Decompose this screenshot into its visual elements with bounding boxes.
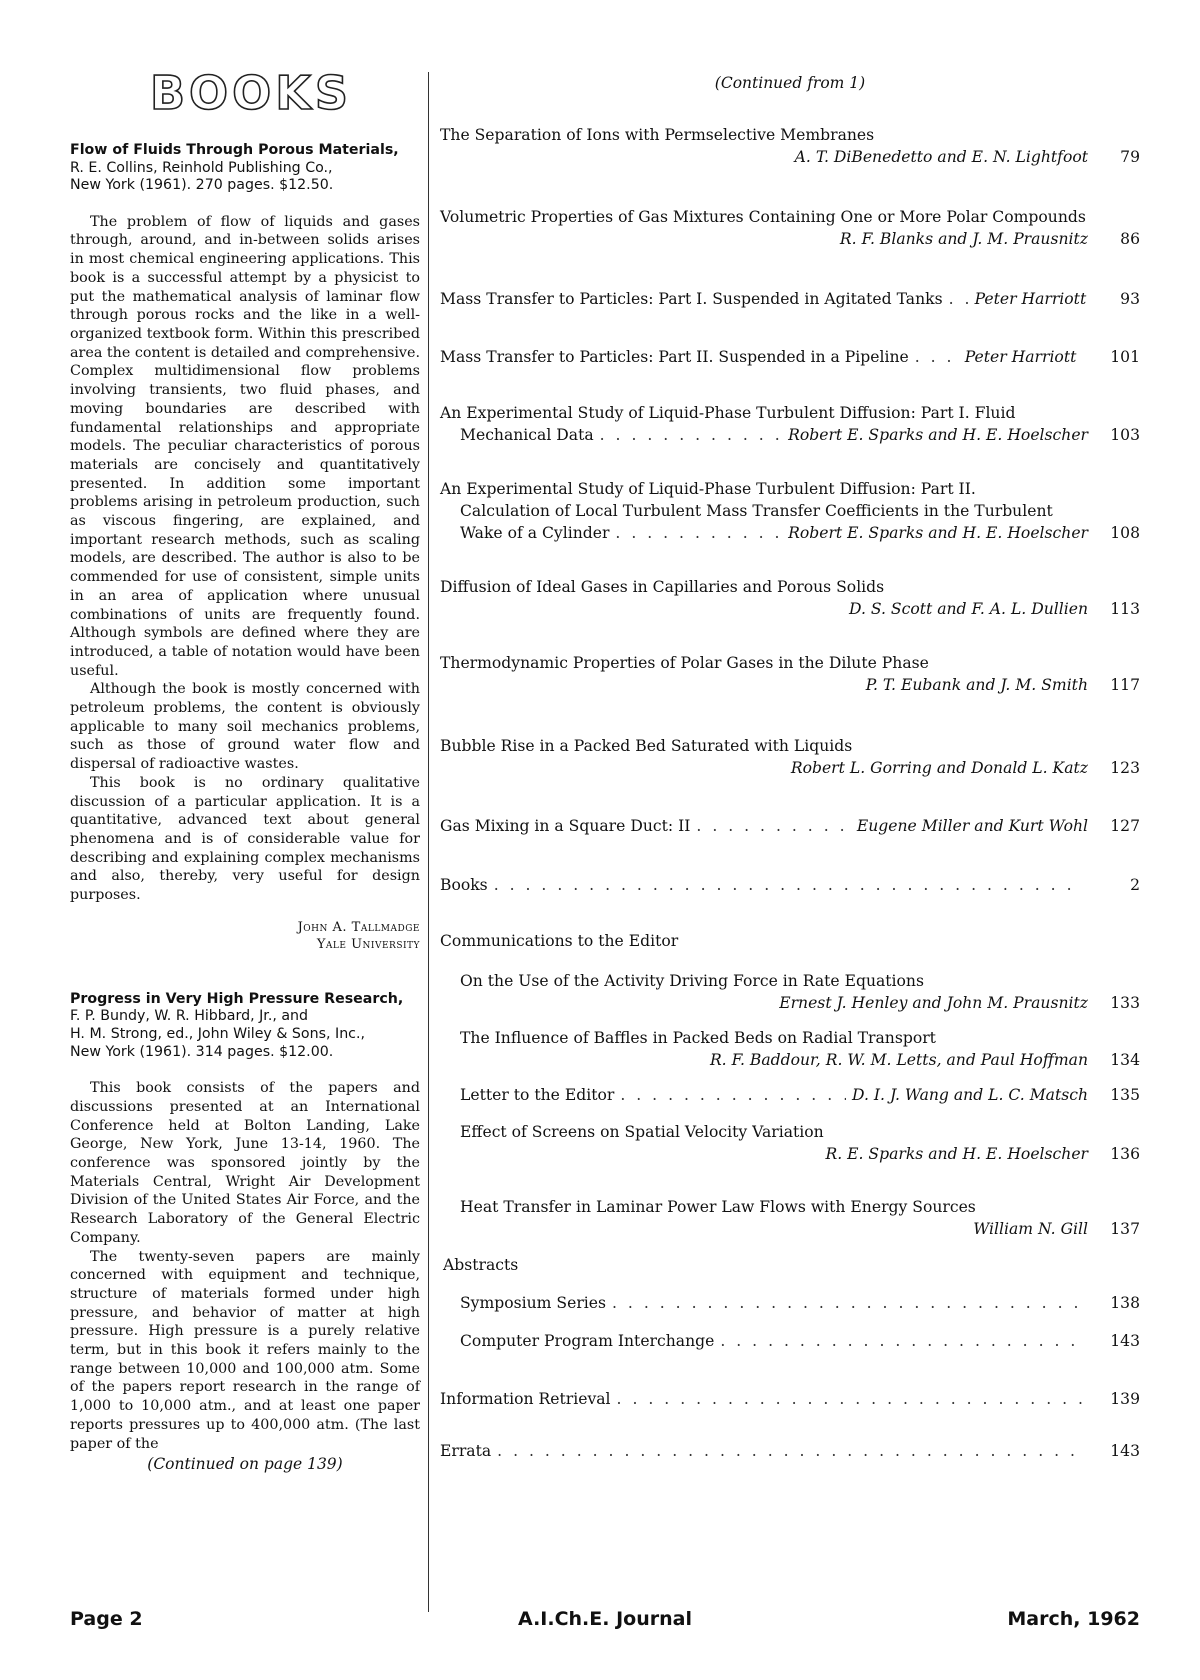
toc-page: 93 [1120, 290, 1140, 308]
toc-entry[interactable] [440, 652, 1140, 696]
toc-title: Diffusion of Ideal Gases in Capillaries and Porous Solids [440, 578, 885, 596]
toc-title: Heat Transfer in Laminar Power Law Flows with Energy Sources [460, 1198, 976, 1216]
toc-title-cont: Mechanical Data [460, 426, 594, 444]
toc-page: 143 [1110, 1332, 1140, 1350]
toc-title: Volumetric Properties of Gas Mixtures Containing One or More Polar Compounds [440, 208, 1086, 226]
leader-dots [497, 1440, 1082, 1462]
leader-dots [612, 1292, 1082, 1314]
toc-title: Computer Program Interchange [460, 1332, 715, 1350]
toc-authors: Peter Harriott [964, 348, 1077, 366]
toc-authors: P. T. Eubank and J. M. Smith 117 [865, 676, 1140, 694]
toc-row [440, 815, 1140, 837]
citation-line: H. M. Strong, ed., John Wiley & Sons, Inc., [70, 1025, 365, 1042]
toc-entry[interactable] [460, 1027, 1140, 1071]
leader-dots [615, 522, 782, 544]
citation-line: F. P. Bundy, W. R. Hibbard, Jr., and [70, 1008, 309, 1025]
toc-page: 2 [1130, 876, 1140, 894]
toc-entry[interactable] [440, 735, 1140, 779]
leader-dots [915, 346, 959, 368]
column-divider [428, 72, 429, 1612]
book-citation [70, 991, 420, 1061]
page-number: Page 2 [70, 1608, 143, 1630]
toc-page: 108 [1110, 524, 1140, 542]
toc-title: An Experimental Study of Liquid-Phase Turbulent Diffusion: Part II. [440, 480, 976, 498]
toc-title: Thermodynamic Properties of Polar Gases in the Dilute Phase [440, 654, 929, 672]
citation-line: R. E. Collins, Reinhold Publishing Co., [70, 159, 333, 176]
toc-row [440, 288, 1140, 310]
toc-entry[interactable] [440, 124, 1140, 168]
toc-page: 135 [1110, 1086, 1140, 1104]
toc-authors: Eugene Miller and Kurt Wohl [856, 817, 1088, 835]
book-title: Flow of Fluids Through Porous Materials, [70, 142, 399, 158]
reviewer-signature [70, 919, 420, 953]
toc-title-cont: Calculation of Local Turbulent Mass Transfer Coefficients in the Turbulent [460, 502, 1053, 520]
books-header [150, 66, 420, 128]
toc-title: Letter to the Editor [460, 1086, 615, 1104]
continued-from-note: (Continued from 1) [714, 74, 866, 92]
toc-entry[interactable] [440, 815, 1140, 837]
leader-dots [696, 815, 850, 837]
toc-page: 79 [1120, 148, 1140, 166]
toc-entry[interactable] [440, 206, 1140, 250]
toc-title: Mass Transfer to Particles: Part II. Suspended in a Pipeline [440, 348, 909, 366]
toc-authors: Ernest J. Henley and John M. Prausnitz 133 [779, 994, 1140, 1012]
book-citation [70, 142, 420, 195]
toc-row [440, 874, 1140, 896]
toc-title: The Influence of Baffles in Packed Beds on Radial Transport [460, 1029, 936, 1047]
toc-row [440, 424, 1140, 446]
toc-title: An Experimental Study of Liquid-Phase Turbulent Diffusion: Part I. Fluid [440, 404, 1016, 422]
leader-dots [720, 1330, 1082, 1352]
toc-authors: D. I. J. Wang and L. C. Matsch [852, 1086, 1088, 1104]
toc-title: Effect of Screens on Spatial Velocity Variation [460, 1123, 824, 1141]
toc-title: Bubble Rise in a Packed Bed Saturated with Liquids [440, 737, 853, 755]
toc-page: 103 [1110, 426, 1140, 444]
toc-page: 101 [1110, 348, 1140, 366]
citation-line: New York (1961). 270 pages. $12.50. [70, 177, 334, 194]
communications-heading: Communications to the Editor [440, 932, 679, 950]
reviewer-affiliation: Yale University [316, 936, 420, 952]
review-body [70, 1079, 420, 1453]
toc-title: Books [440, 876, 488, 894]
toc-authors: A. T. DiBenedetto and E. N. Lightfoot 79 [794, 148, 1140, 166]
toc-authors: Peter Harriott [974, 290, 1087, 308]
journal-name: A.I.Ch.E. Journal [518, 1608, 692, 1630]
leader-dots [600, 424, 782, 446]
toc-entry[interactable] [460, 1121, 1140, 1165]
toc-row [440, 1388, 1140, 1410]
toc-authors: R. F. Baddour, R. W. M. Letts, and Paul Hoffman 134 [709, 1051, 1140, 1069]
leader-dots [494, 874, 1082, 896]
toc-title: Gas Mixing in a Square Duct: II [440, 817, 691, 835]
toc-authors: William N. Gill 137 [973, 1220, 1140, 1238]
toc-page: 133 [1110, 994, 1140, 1012]
toc-title: The Separation of Ions with Permselective Membranes [440, 126, 875, 144]
toc-page: 134 [1110, 1051, 1140, 1069]
toc-page: 139 [1110, 1390, 1140, 1408]
section-title: BOOKS [150, 66, 353, 120]
reviewer-name: John A. Tallmadge [297, 919, 420, 935]
toc-authors: Robert E. Sparks and H. E. Hoelscher [788, 426, 1088, 444]
citation-line: New York (1961). 314 pages. $12.00. [70, 1043, 334, 1060]
toc-entry[interactable] [460, 1292, 1140, 1314]
book-review-1 [70, 142, 420, 953]
review-paragraph: This book is no ordinary qualitative discussion of a particular application. It is a quantitative, advanced text about general phenomena and is of considerable value for describing and explaining complex mechanisms and also, thereby, very useful for design purposes. [70, 774, 420, 904]
books-column [70, 66, 420, 1474]
toc-row [460, 1292, 1140, 1314]
toc-entry[interactable] [440, 346, 1140, 368]
review-paragraph: The twenty-seven papers are mainly concerned with equipment and technique, structure of materials formed under high pressure, and behavior of matter at high pressure. High pressure is a purely relative term, but in this book it refers mainly to the range between 10,000 and 100,000 atm. Some of the papers report research in the range of 1,000 to 10,000 atm., and at least one paper reports pressures up to 400,000 atm. (The last paper of the [70, 1248, 420, 1452]
leader-dots [617, 1388, 1082, 1410]
toc-row [440, 1440, 1140, 1462]
review-body [70, 213, 420, 905]
toc-page: 143 [1110, 1442, 1140, 1460]
toc-title: Errata [440, 1442, 492, 1460]
toc-title: Mass Transfer to Particles: Part I. Suspended in Agitated Tanks [440, 290, 943, 308]
toc-title: Symposium Series [460, 1294, 607, 1312]
toc-page: 117 [1110, 676, 1140, 694]
toc-entry[interactable] [460, 1196, 1140, 1240]
toc-entry[interactable] [440, 288, 1140, 310]
toc-heading [440, 930, 1140, 952]
continued-note: (Continued on page 139) [147, 1455, 343, 1474]
toc-authors: D. S. Scott and F. A. L. Dullien 113 [849, 600, 1140, 618]
toc-entry[interactable] [440, 1388, 1140, 1410]
toc-title-cont: Wake of a Cylinder [460, 524, 610, 542]
issue-date: March, 1962 [1007, 1608, 1140, 1630]
toc-authors: Robert E. Sparks and H. E. Hoelscher [788, 524, 1088, 542]
toc-title: On the Use of the Activity Driving Force in Rate Equations [460, 972, 924, 990]
toc-page: 138 [1110, 1294, 1140, 1312]
toc-row [440, 346, 1140, 368]
toc-page: 86 [1120, 230, 1140, 248]
book-review-2 [70, 991, 420, 1473]
toc-page: 123 [1110, 759, 1140, 777]
toc-entry[interactable] [440, 874, 1140, 896]
toc-authors: R. E. Sparks and H. E. Hoelscher 136 [825, 1145, 1140, 1163]
leader-dots [620, 1084, 846, 1106]
toc-entry[interactable] [440, 478, 1140, 544]
toc-title: Information Retrieval [440, 1390, 611, 1408]
toc-row [460, 1084, 1140, 1106]
toc-row [460, 1330, 1140, 1352]
leader-dots [949, 288, 969, 310]
toc-heading [440, 1254, 1140, 1276]
toc-entry[interactable] [460, 1084, 1140, 1106]
review-paragraph: This book consists of the papers and discussions presented at an International Conference held at Bolton Landing, Lake George, New York, June 13-14, 1960. The conference was sponsored jointly by the Materials Central, Wright Air Development Division of the United States Air Force, and the Research Laboratory of the General Electric Company. [70, 1080, 420, 1246]
toc-page: 127 [1110, 817, 1140, 835]
toc-entry[interactable] [460, 1330, 1140, 1352]
toc-entry[interactable] [440, 576, 1140, 620]
toc-page: 136 [1110, 1145, 1140, 1163]
book-title: Progress in Very High Pressure Research, [70, 990, 404, 1007]
review-paragraph: The problem of flow of liquids and gases through, around, and in-between solids arises in most chemical engineering applications. This book is a successful attempt by a physicist to put the mathematical analysis of laminar flow through porous rocks and the like in a well-organized textbook form. Within this prescribed area the content is detailed and comprehensive. Complex multidimensional flow problems involving transients, two fluid phases, and moving boundaries are described with fundamental relationships and appropriate models. The peculiar characteristics of porous materials are concisely and quantitatively presented. In addition some important problems arising in petroleum production, such as viscous fingering, are explained, and important research methods, such as scaling models, are described. The author is also to be commended for use of consistent, simple units in an area of application where unusual combinations of units are frequently found. Although symbols are defined where they are introduced, a table of notation would have been useful. [70, 213, 420, 679]
toc-entry[interactable] [440, 402, 1140, 446]
abstracts-heading: Abstracts [443, 1256, 519, 1274]
toc-authors: Robert L. Gorring and Donald L. Katz 123 [790, 759, 1140, 777]
toc-entry[interactable] [460, 970, 1140, 1014]
review-paragraph: Although the book is mostly concerned with petroleum problems, the content is obviously applicable to many soil mechanics problems, such as those of ground water flow and dispersal of radioactive wastes. [70, 681, 420, 773]
toc-entry[interactable] [440, 1440, 1140, 1462]
toc-page: 137 [1110, 1220, 1140, 1238]
toc-row [440, 522, 1140, 544]
toc-page: 113 [1110, 600, 1140, 618]
toc-authors: R. F. Blanks and J. M. Prausnitz 86 [839, 230, 1140, 248]
